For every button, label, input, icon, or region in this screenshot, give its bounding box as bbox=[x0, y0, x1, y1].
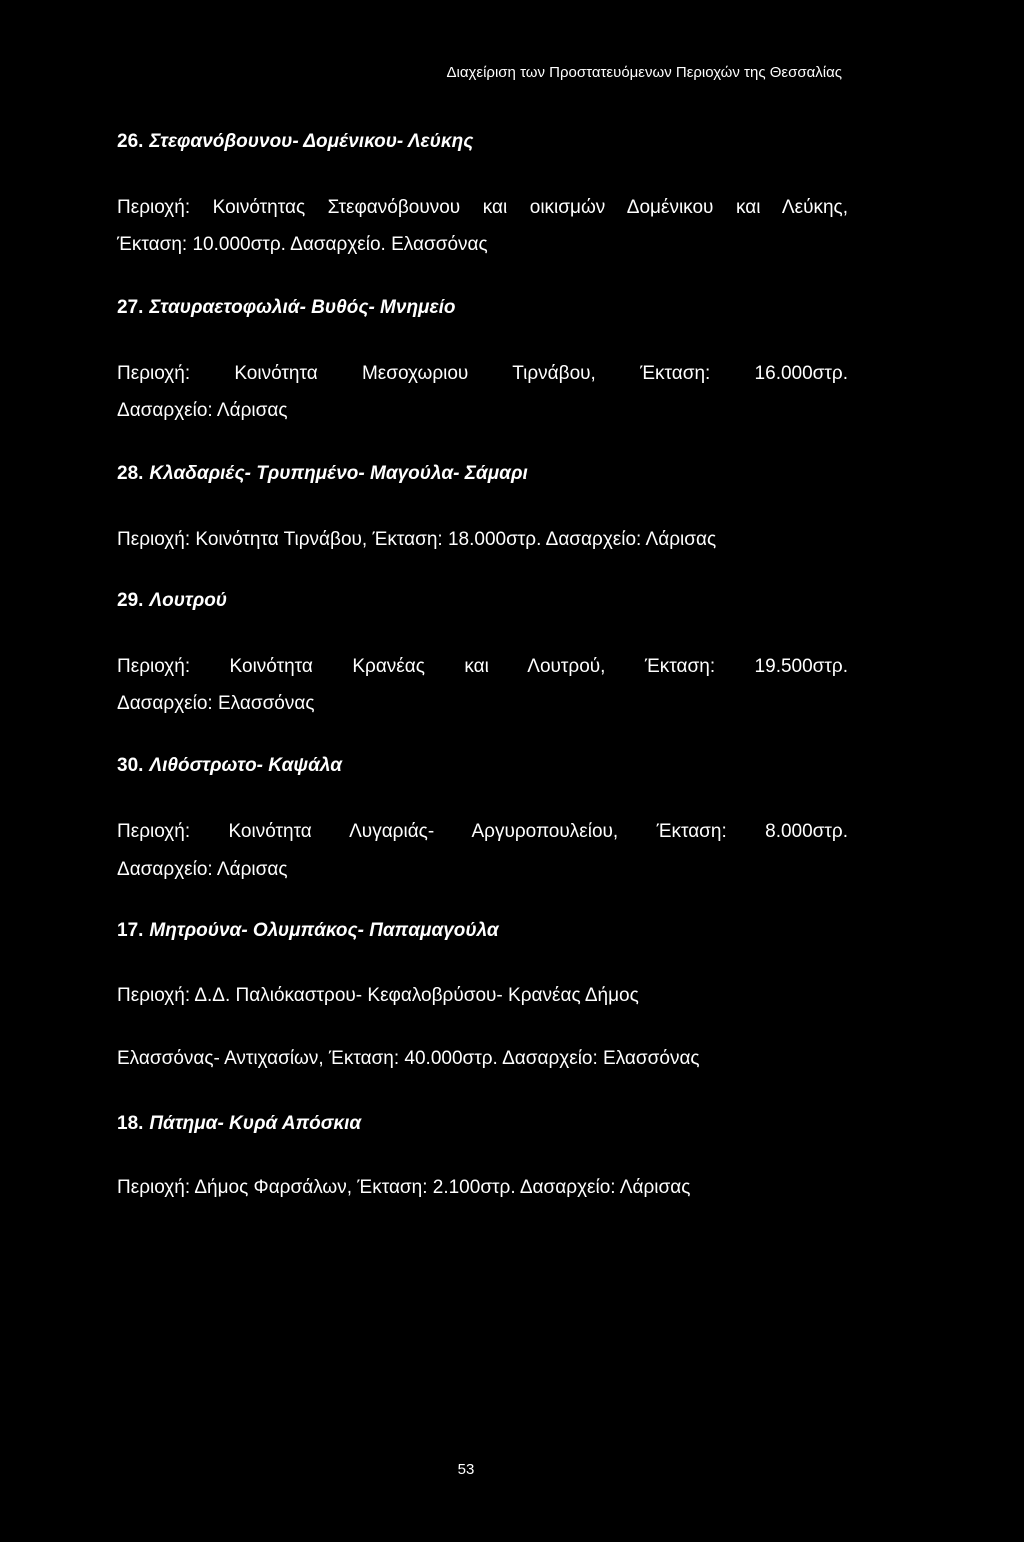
section-number: 26. bbox=[117, 131, 144, 152]
section-name: Λουτρού bbox=[149, 590, 228, 611]
section-name: Κλαδαριές- Τρυπημένο- Μαγούλα- Σάμαρι bbox=[149, 463, 528, 484]
section-name: Λιθόστρωτο- Καψάλα bbox=[149, 755, 342, 776]
section-title-29 bbox=[117, 590, 227, 612]
section-number: 17. bbox=[117, 920, 144, 941]
section-title-28 bbox=[117, 463, 528, 485]
section-27-line-2: Δασαρχείο: Λάρισας bbox=[117, 400, 288, 421]
section-17-line-1: Περιοχή: Δ.Δ. Παλιόκαστρου- Κεφαλοβρύσου- Κρανέας Δήμος bbox=[117, 985, 639, 1006]
section-18-line-1: Περιοχή: Δήμος Φαρσάλων, Έκταση: 2.100στρ. Δασαρχείο: Λάρισας bbox=[117, 1177, 691, 1198]
section-title-27 bbox=[117, 297, 455, 319]
section-30-line-2: Δασαρχείο: Λάρισας bbox=[117, 859, 288, 880]
section-title-30 bbox=[117, 755, 342, 777]
section-title-26 bbox=[117, 131, 473, 153]
section-name: Μητρούνα- Ολυμπάκος- Παπαμαγούλα bbox=[149, 920, 499, 941]
section-name: Στεφανόβουνου- Δομένικου- Λεύκης bbox=[149, 131, 474, 152]
section-number: 30. bbox=[117, 755, 144, 776]
section-26-line-2: Έκταση: 10.000στρ. Δασαρχείο. Ελασσόνας bbox=[117, 234, 488, 255]
section-27-line-1: Περιοχή: Κοινότητα Μεσοχωριου Τιρνάβου, Έκταση: 16.000στρ. bbox=[117, 363, 848, 384]
section-title-18 bbox=[117, 1113, 361, 1135]
section-number: 27. bbox=[117, 297, 144, 318]
section-number: 29. bbox=[117, 590, 144, 611]
section-30-line-1: Περιοχή: Κοινότητα Λυγαριάς- Αργυροπουλείου, Έκταση: 8.000στρ. bbox=[117, 821, 848, 842]
page-number: 53 bbox=[457, 1461, 475, 1478]
section-title-17 bbox=[117, 920, 499, 942]
section-17-line-2: Ελασσόνας- Αντιχασίων, Έκταση: 40.000στρ. Δασαρχείο: Ελασσόνας bbox=[117, 1048, 700, 1069]
section-number: 28. bbox=[117, 463, 144, 484]
section-29-line-2: Δασαρχείο: Ελασσόνας bbox=[117, 693, 315, 714]
section-26-line-1: Περιοχή: Κοινότητας Στεφανόβουνου και οικισμών Δομένικου και Λεύκης, bbox=[117, 197, 848, 218]
section-name: Πάτημα- Κυρά Απόσκια bbox=[149, 1113, 362, 1134]
running-header: Διαχείριση των Προστατευόμενων Περιοχών της Θεσσαλίας bbox=[446, 64, 842, 81]
section-28-line-1: Περιοχή: Κοινότητα Τιρνάβου, Έκταση: 18.000στρ. Δασαρχείο: Λάρισας bbox=[117, 529, 717, 550]
section-29-line-1: Περιοχή: Κοινότητα Κρανέας και Λουτρού, Έκταση: 19.500στρ. bbox=[117, 656, 848, 677]
section-name: Σταυραετοφωλιά- Βυθός- Μνημείο bbox=[149, 297, 456, 318]
section-number: 18. bbox=[117, 1113, 144, 1134]
